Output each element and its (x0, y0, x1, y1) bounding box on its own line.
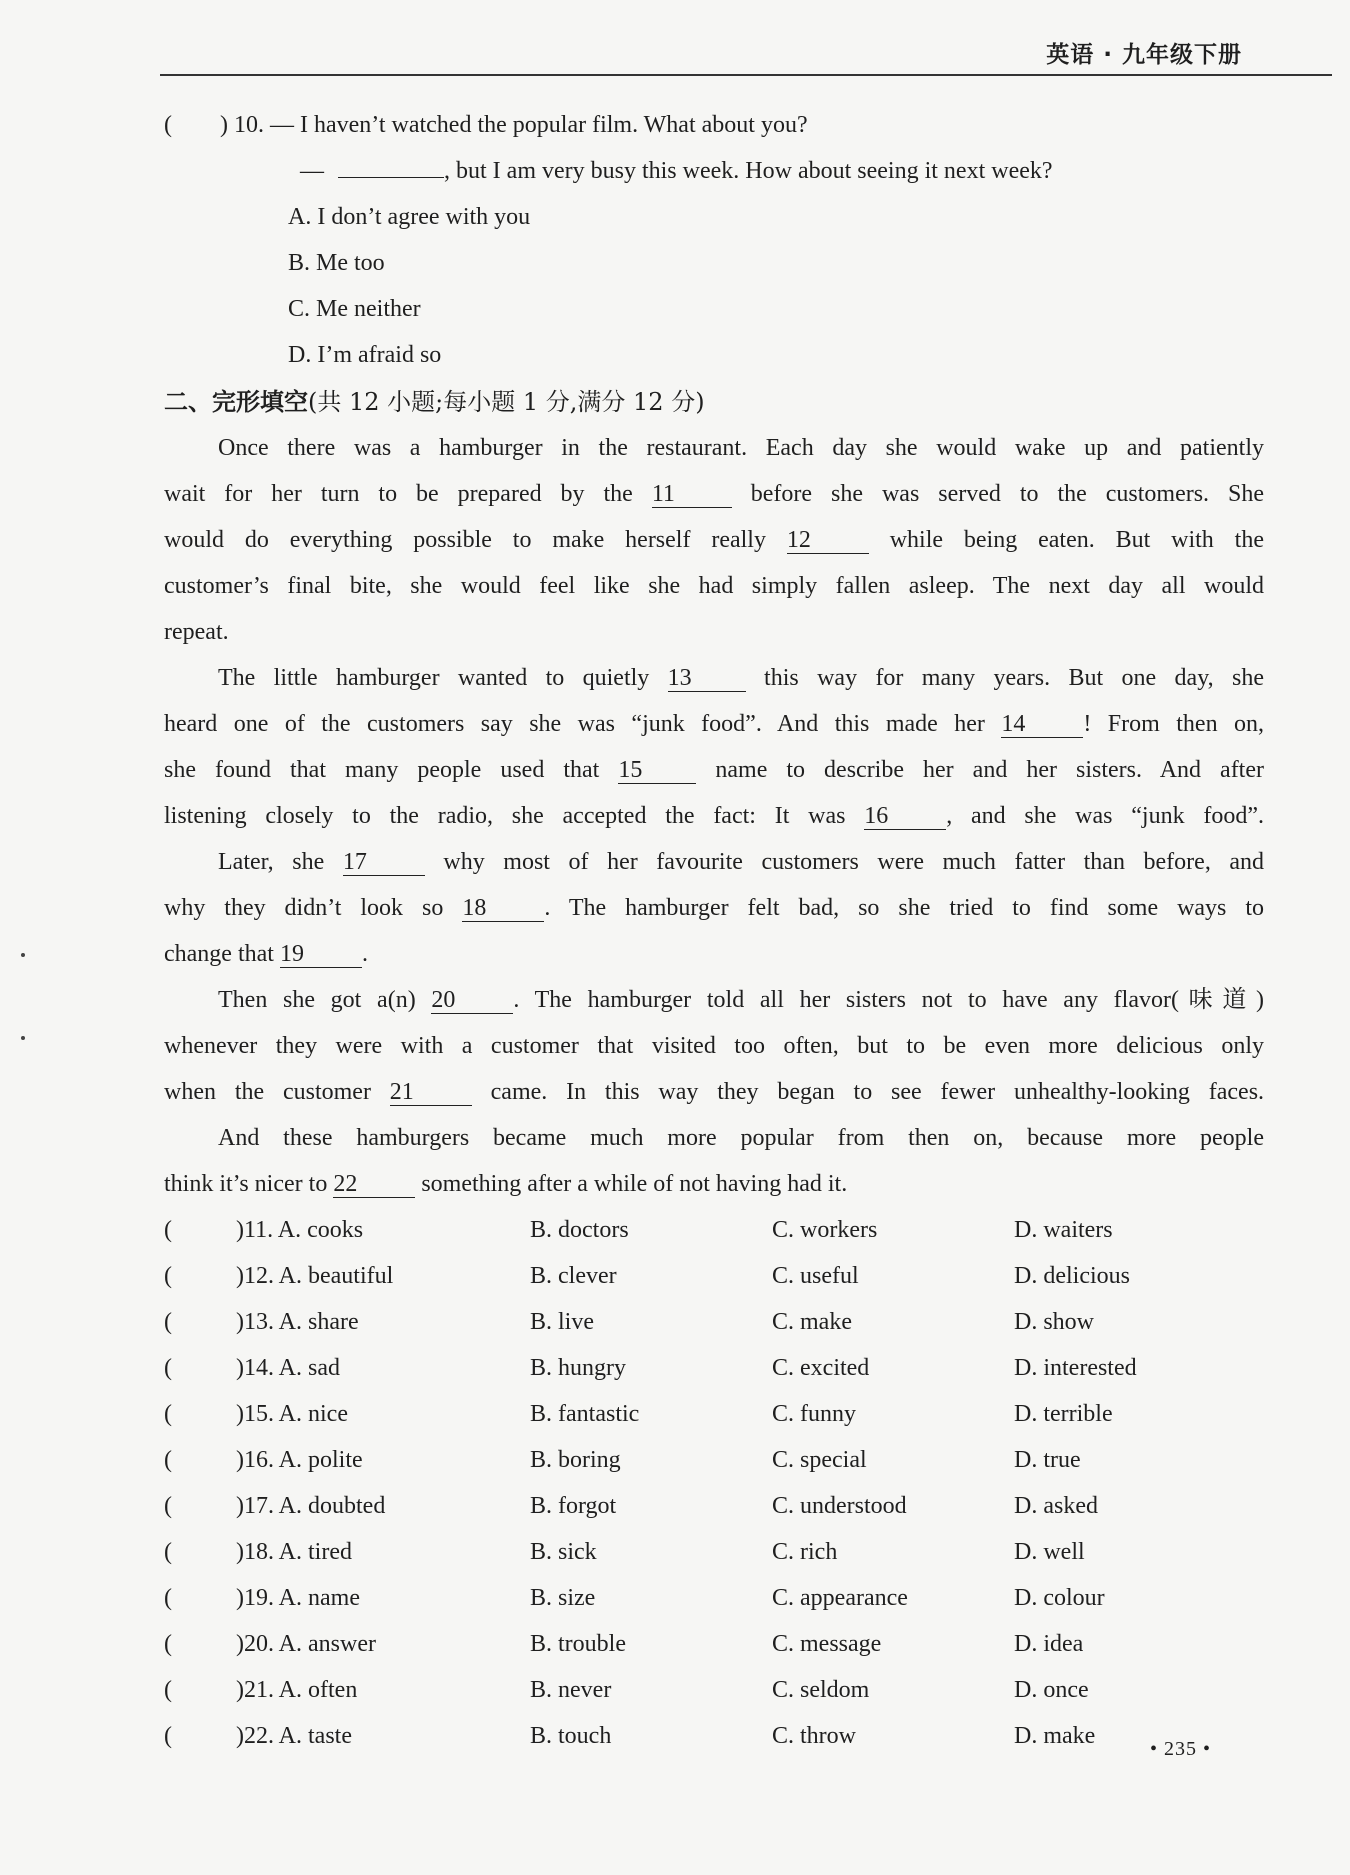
answer-paren[interactable]: ( (164, 1263, 172, 1289)
blank-20[interactable]: 20 (431, 987, 513, 1014)
answer-paren[interactable]: ( (164, 1631, 172, 1657)
option-b: B. trouble (530, 1631, 626, 1657)
answer-paren[interactable]: ( (164, 1217, 172, 1243)
scan-mark (21, 1036, 25, 1040)
passage-line: when the customer 21 came. In this way they began to see fewer unhealthy-looking faces. (164, 1079, 1265, 1105)
passage-line: And these hamburgers became much more popular from then on, because more people (218, 1125, 1264, 1151)
option-d: D. asked (1014, 1493, 1098, 1519)
option-a: )12. A. beautiful (236, 1263, 394, 1289)
option-d: D. delicious (1014, 1263, 1130, 1289)
option-d: D. show (1014, 1309, 1095, 1335)
option-b: B. doctors (530, 1217, 629, 1243)
question-10-stem: ( ) 10. — I haven’t watched the popular film. What about you? (164, 112, 808, 138)
blank-13[interactable]: 13 (668, 665, 746, 692)
option-c: C. appearance (772, 1585, 908, 1611)
option-b: B. never (530, 1677, 612, 1703)
option-row (164, 1675, 1284, 1705)
option-row (164, 1353, 1284, 1383)
option-d: D. well (1014, 1539, 1085, 1565)
option-c: C. workers (772, 1217, 878, 1243)
option-d: D. make (1014, 1723, 1096, 1749)
option-b: B. fantastic (530, 1401, 640, 1427)
blank-22[interactable]: 22 (333, 1171, 415, 1198)
option-row (164, 1215, 1284, 1245)
option-c: C. seldom (772, 1677, 870, 1703)
question-10-reply (300, 156, 1053, 186)
blank-18[interactable]: 18 (462, 895, 544, 922)
option-a: )17. A. doubted (236, 1493, 386, 1519)
passage-line: whenever they were with a customer that visited too often, but to be even more delicious only (164, 1033, 1264, 1059)
blank-11[interactable]: 11 (652, 481, 732, 508)
section-title (164, 387, 705, 417)
blank-14[interactable]: 14 (1001, 711, 1083, 738)
passage-line: she found that many people used that 15 name to describe her and her sisters. And after (164, 757, 1264, 783)
answer-paren[interactable]: ( (164, 1309, 172, 1335)
passage-line: heard one of the customers say she was “junk food”. And this made her 14 ! From then on, (164, 711, 1265, 737)
option-row (164, 1307, 1284, 1337)
option-row (164, 1399, 1284, 1429)
option-c: C. funny (772, 1401, 856, 1427)
option-c: C. special (772, 1447, 867, 1473)
option-b: B. live (530, 1309, 594, 1335)
option-d: D. interested (1014, 1355, 1137, 1381)
answer-paren[interactable]: ( (164, 1539, 172, 1565)
option-a: )19. A. name (236, 1585, 360, 1611)
section-title-bold: 二、完形填空 (164, 388, 308, 416)
option-row (164, 1537, 1284, 1567)
page-header (160, 36, 1332, 76)
passage-line: Then she got a(n) 20 . The hamburger told all her sisters not to have any flavor(味道) (218, 987, 1265, 1013)
option-d: D. colour (1014, 1585, 1105, 1611)
question-10-option-d: D. I’m afraid so (288, 342, 442, 368)
option-a: )14. A. sad (236, 1355, 340, 1381)
answer-paren[interactable]: ( (164, 1355, 172, 1381)
blank-17[interactable]: 17 (343, 849, 425, 876)
option-b: B. touch (530, 1723, 612, 1749)
passage-line: why they didn’t look so 18 . The hamburger felt bad, so she tried to find some ways to (164, 895, 1265, 921)
passage-line: Once there was a hamburger in the restaurant. Each day she would wake up and patiently (218, 435, 1264, 461)
question-10-option-b: B. Me too (288, 250, 385, 276)
header-title: 英语 · 九年级下册 (1046, 42, 1242, 68)
option-row (164, 1629, 1284, 1659)
option-c: C. useful (772, 1263, 859, 1289)
blank-16[interactable]: 16 (864, 803, 946, 830)
option-row (164, 1491, 1284, 1521)
passage-line: Later, she 17 why most of her favourite customers were much fatter than before, and (218, 849, 1265, 875)
option-row (164, 1583, 1284, 1613)
passage-line: The little hamburger wanted to quietly 13 this way for many years. But one day, she (218, 665, 1265, 691)
option-d: D. true (1014, 1447, 1081, 1473)
passage-line: repeat. (164, 619, 229, 645)
passage-line: would do everything possible to make herself really 12 while being eaten. But with the (164, 527, 1265, 553)
option-c: C. excited (772, 1355, 870, 1381)
passage-line: listening closely to the radio, she accepted the fact: It was 16 , and she was “junk food”. (164, 803, 1264, 829)
question-10-option-c: C. Me neither (288, 296, 421, 322)
option-a: )22. A. taste (236, 1723, 352, 1749)
option-a: )20. A. answer (236, 1631, 376, 1657)
scan-mark (21, 953, 25, 957)
passage-line: think it’s nicer to 22 something after a while of not having had it. (164, 1171, 848, 1197)
option-a: )18. A. tired (236, 1539, 352, 1565)
blank-15[interactable]: 15 (618, 757, 696, 784)
answer-paren[interactable]: ( (164, 1447, 172, 1473)
option-d: D. once (1014, 1677, 1089, 1703)
answer-blank[interactable] (338, 177, 444, 178)
option-b: B. sick (530, 1539, 597, 1565)
option-c: C. rich (772, 1539, 838, 1565)
answer-paren[interactable]: ( (164, 1677, 172, 1703)
answer-paren[interactable]: ( (164, 1493, 172, 1519)
blank-19[interactable]: 19 (280, 941, 362, 968)
answer-paren[interactable]: ( (164, 1585, 172, 1611)
option-row (164, 1261, 1284, 1291)
reply-dash: — (300, 158, 324, 184)
answer-paren[interactable]: ( (164, 1723, 172, 1749)
option-b: B. size (530, 1585, 596, 1611)
question-10-option-a: A. I don’t agree with you (288, 204, 531, 230)
option-row (164, 1445, 1284, 1475)
passage-line: customer’s final bite, she would feel like she had simply fallen asleep. The next day all would (164, 573, 1264, 599)
option-b: B. clever (530, 1263, 617, 1289)
passage-line: wait for her turn to be prepared by the 11 before she was served to the customers. She (164, 481, 1265, 507)
page-number: • 235 • (1150, 1738, 1212, 1760)
reply-text: , but I am very busy this week. How about seeing it next week? (444, 158, 1053, 184)
option-c: C. make (772, 1309, 852, 1335)
option-c: C. message (772, 1631, 882, 1657)
option-row (164, 1721, 1284, 1751)
option-a: )21. A. often (236, 1677, 358, 1703)
option-a: )15. A. nice (236, 1401, 348, 1427)
blank-12[interactable]: 12 (787, 527, 869, 554)
option-d: D. terrible (1014, 1401, 1113, 1427)
option-b: B. hungry (530, 1355, 626, 1381)
passage-line: change that 19 . (164, 941, 368, 967)
option-c: C. understood (772, 1493, 907, 1519)
blank-21[interactable]: 21 (390, 1079, 472, 1106)
option-a: )16. A. polite (236, 1447, 363, 1473)
option-a: )13. A. share (236, 1309, 359, 1335)
option-b: B. forgot (530, 1493, 617, 1519)
section-title-note: (共 12 小题;每小题 1 分,满分 12 分) (308, 388, 705, 416)
option-d: D. waiters (1014, 1217, 1113, 1243)
option-c: C. throw (772, 1723, 856, 1749)
option-a: )11. A. cooks (236, 1217, 364, 1243)
option-b: B. boring (530, 1447, 621, 1473)
answer-paren[interactable]: ( (164, 1401, 172, 1427)
option-d: D. idea (1014, 1631, 1084, 1657)
